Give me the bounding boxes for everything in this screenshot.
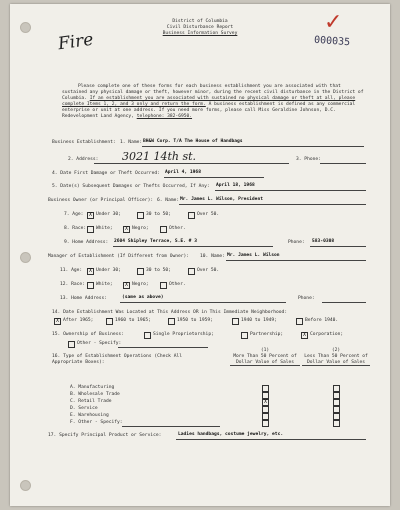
op-other-underline	[122, 426, 220, 427]
address-label: 2. Address:	[68, 157, 99, 162]
q17-value: Ladies handbags, costume jewelry, etc.	[178, 432, 284, 437]
q8-label: 8. Race:	[64, 226, 87, 231]
col2-service-checkbox[interactable]	[333, 406, 340, 413]
q9-value: 2604 Shipley Terrace, S.E. # 3	[114, 239, 197, 244]
red-checkmark: ✓	[324, 10, 343, 35]
date-1960-1965-checkbox[interactable]	[106, 318, 113, 325]
date-1950-1959-label: 1950 to 1959;	[177, 318, 213, 323]
q5-value: April 18, 1968	[216, 183, 255, 188]
mgr-age-over50-checkbox[interactable]	[188, 268, 195, 275]
stamp-number: 000035	[313, 34, 351, 49]
name-underline	[142, 146, 364, 147]
race-other-checkbox[interactable]	[160, 226, 167, 233]
q16-label: 16. Type of Establishment Operations (Check All Appropriate Boxes):	[52, 354, 182, 365]
col2-manufacturing-checkbox[interactable]	[333, 385, 340, 392]
date-before1940-checkbox[interactable]	[296, 318, 303, 325]
mgr-age-30-50-checkbox[interactable]	[137, 268, 144, 275]
mgr-age-under30-checkbox[interactable]: X	[88, 268, 92, 274]
mgr-race-other-label: Other.	[169, 282, 186, 287]
q14-label: 14. Date Establishment Was Located at This Address OR in This Immediate Neighborhood:	[52, 310, 288, 315]
q4-underline	[164, 177, 264, 178]
header-line3: Business Information Survey	[162, 31, 238, 36]
manager-label: Manager of Establishment (If Different from Owner):	[48, 254, 190, 259]
col1-other-checkbox[interactable]	[262, 420, 269, 427]
own-other-checkbox[interactable]	[68, 341, 75, 348]
mgr-race-negro-checkbox[interactable]: X	[124, 282, 128, 288]
race-white-checkbox[interactable]	[87, 226, 94, 233]
op-wholesale: B. Wholesale Trade	[70, 392, 120, 397]
q15-label: 15. Ownership of Business:	[52, 332, 124, 337]
name-value: BH&W Corp. T/A The House of Handbags	[143, 139, 243, 144]
mgr-age-over50-label: Over 50.	[197, 268, 220, 273]
own-partnership-label: Partnership;	[250, 332, 284, 337]
date-after1965-checkbox[interactable]: X	[55, 318, 59, 324]
q9-underline	[113, 246, 273, 247]
col1-service-checkbox[interactable]	[262, 406, 269, 413]
own-partnership-checkbox[interactable]	[241, 332, 248, 339]
col2-other-checkbox[interactable]	[333, 420, 340, 427]
age-under30-label: Under 30;	[96, 212, 121, 217]
q6-label: 6. Name:	[157, 198, 180, 203]
op-service: D. Service	[70, 406, 98, 411]
date-after1965-label: After 1965;	[63, 318, 94, 323]
col1-warehousing-checkbox[interactable]	[262, 413, 269, 420]
date-1950-1959-checkbox[interactable]	[168, 318, 175, 325]
q5-label: 5. Date(s) Subsequent Damages or Thefts Occurred, If Any:	[52, 184, 210, 189]
age-under30-checkbox[interactable]: X	[88, 212, 92, 218]
own-other-underline	[118, 347, 208, 348]
address-underline	[94, 163, 289, 164]
owner-label: Business Owner (or Principal Officer):	[48, 198, 154, 203]
col1-wholesale-checkbox[interactable]	[262, 392, 269, 399]
header-line2: Civil Disturbance Report	[166, 25, 234, 30]
race-other-label: Other.	[169, 226, 186, 231]
name-label: 1. Name:	[120, 140, 143, 145]
business-label: Business Establishment:	[52, 140, 116, 145]
q10-value: Mr. James L. Wilson	[227, 253, 280, 258]
own-corporation-label: Corporation;	[310, 332, 344, 337]
mgr-age-under30-label: Under 30;	[96, 268, 121, 273]
race-negro-label: Negro;	[132, 226, 149, 231]
date-before1940-label: Before 1940.	[305, 318, 339, 323]
race-negro-checkbox[interactable]: X	[124, 226, 128, 232]
own-single-checkbox[interactable]	[144, 332, 151, 339]
q10-underline	[226, 260, 366, 261]
op-warehousing: E. Warehousing	[70, 413, 109, 418]
own-other-label: Other - Specify:	[77, 341, 122, 346]
q4-label: 4. Date First Damage or Theft Occurred:	[52, 171, 160, 176]
q17-label: 17. Specify Principal Product or Service:	[48, 433, 162, 438]
age-30-50-label: 30 to 50;	[146, 212, 171, 217]
q11-label: 11. Age:	[60, 268, 83, 273]
date-1960-1965-label: 1960 to 1965;	[115, 318, 151, 323]
mgr-race-white-checkbox[interactable]	[87, 282, 94, 289]
q7-label: 7. Age:	[64, 212, 84, 217]
q17-underline	[176, 439, 366, 440]
age-over50-label: Over 50.	[197, 212, 220, 217]
q13-phone-underline	[322, 302, 366, 303]
col2-header: Less Than 50 Percent of Dollar Value of Sales	[302, 354, 370, 366]
mgr-race-white-label: White;	[96, 282, 113, 287]
phone-label: 3. Phone:	[296, 157, 321, 162]
q12-label: 12. Race:	[60, 282, 85, 287]
phone-underline	[320, 163, 366, 164]
op-other: F. Other - Specify:	[70, 420, 123, 425]
col2-wholesale-checkbox[interactable]	[333, 392, 340, 399]
q10-label: 10. Name:	[200, 254, 225, 259]
own-single-label: Single Proprietorship;	[153, 332, 214, 337]
instructions-paragraph: Please complete one of these forms for each business establishment you are associated with that sustained any physical damage or theft, however minor, during the recent civil disturbance in the District of Columbia. If an establishment you are associated with sustained no physical damage or theft at all, please complete Items 1, 2, and 3 only and return the form. A business establishment is defined as any commercial enterprise or unit at one address. If you need more forms, please call Miss Geraldine Johnson, D.C. Redevelopment Land Agency, telephone: 382-6950.	[62, 84, 364, 119]
q5-underline	[215, 190, 366, 191]
q9-phone-value: 583-0308	[312, 239, 335, 244]
q9-phone-label: Phone:	[288, 240, 305, 245]
date-1940-1949-checkbox[interactable]	[232, 318, 239, 325]
punch-hole	[20, 252, 31, 263]
date-1940-1949-label: 1940 to 1949;	[241, 318, 277, 323]
col1-header: More Than 50 Percent of Dollar Value of Sales	[230, 354, 300, 366]
age-over50-checkbox[interactable]	[188, 212, 195, 219]
q13-label: 13. Home Address:	[60, 296, 108, 301]
col1-manufacturing-checkbox[interactable]	[262, 385, 269, 392]
col2-retail-checkbox[interactable]	[333, 399, 340, 406]
op-retail: C. Retail Trade	[70, 399, 112, 404]
mgr-race-other-checkbox[interactable]	[160, 282, 167, 289]
col1-number: (1)	[260, 348, 270, 353]
q13-underline	[120, 302, 286, 303]
col2-number: (2)	[331, 348, 341, 353]
handwritten-fire: Fire	[56, 29, 95, 55]
q9-label: 9. Home Address:	[64, 240, 109, 245]
col2-warehousing-checkbox[interactable]	[333, 413, 340, 420]
mgr-age-30-50-label: 30 to 50;	[146, 268, 171, 273]
q13-phone-label: Phone:	[298, 296, 315, 301]
q6-value: Mr. James L. Wilson, President	[180, 197, 263, 202]
header-line1: District of Columbia	[172, 19, 228, 24]
q6-underline	[179, 204, 366, 205]
address-handwritten: 3021 14th st.	[122, 150, 197, 163]
q13-value: (same as above)	[122, 295, 164, 300]
age-30-50-checkbox[interactable]	[137, 212, 144, 219]
col1-retail-checkbox[interactable]: X	[263, 399, 267, 405]
punch-hole	[20, 480, 31, 491]
mgr-race-negro-label: Negro;	[132, 282, 149, 287]
op-manufacturing: A. Manufacturing	[70, 385, 115, 390]
q4-value: April 4, 1968	[165, 170, 201, 175]
own-corporation-checkbox[interactable]: X	[302, 332, 306, 338]
survey-form-page	[10, 4, 390, 506]
race-white-label: White;	[96, 226, 113, 231]
q9-phone-underline	[310, 246, 366, 247]
